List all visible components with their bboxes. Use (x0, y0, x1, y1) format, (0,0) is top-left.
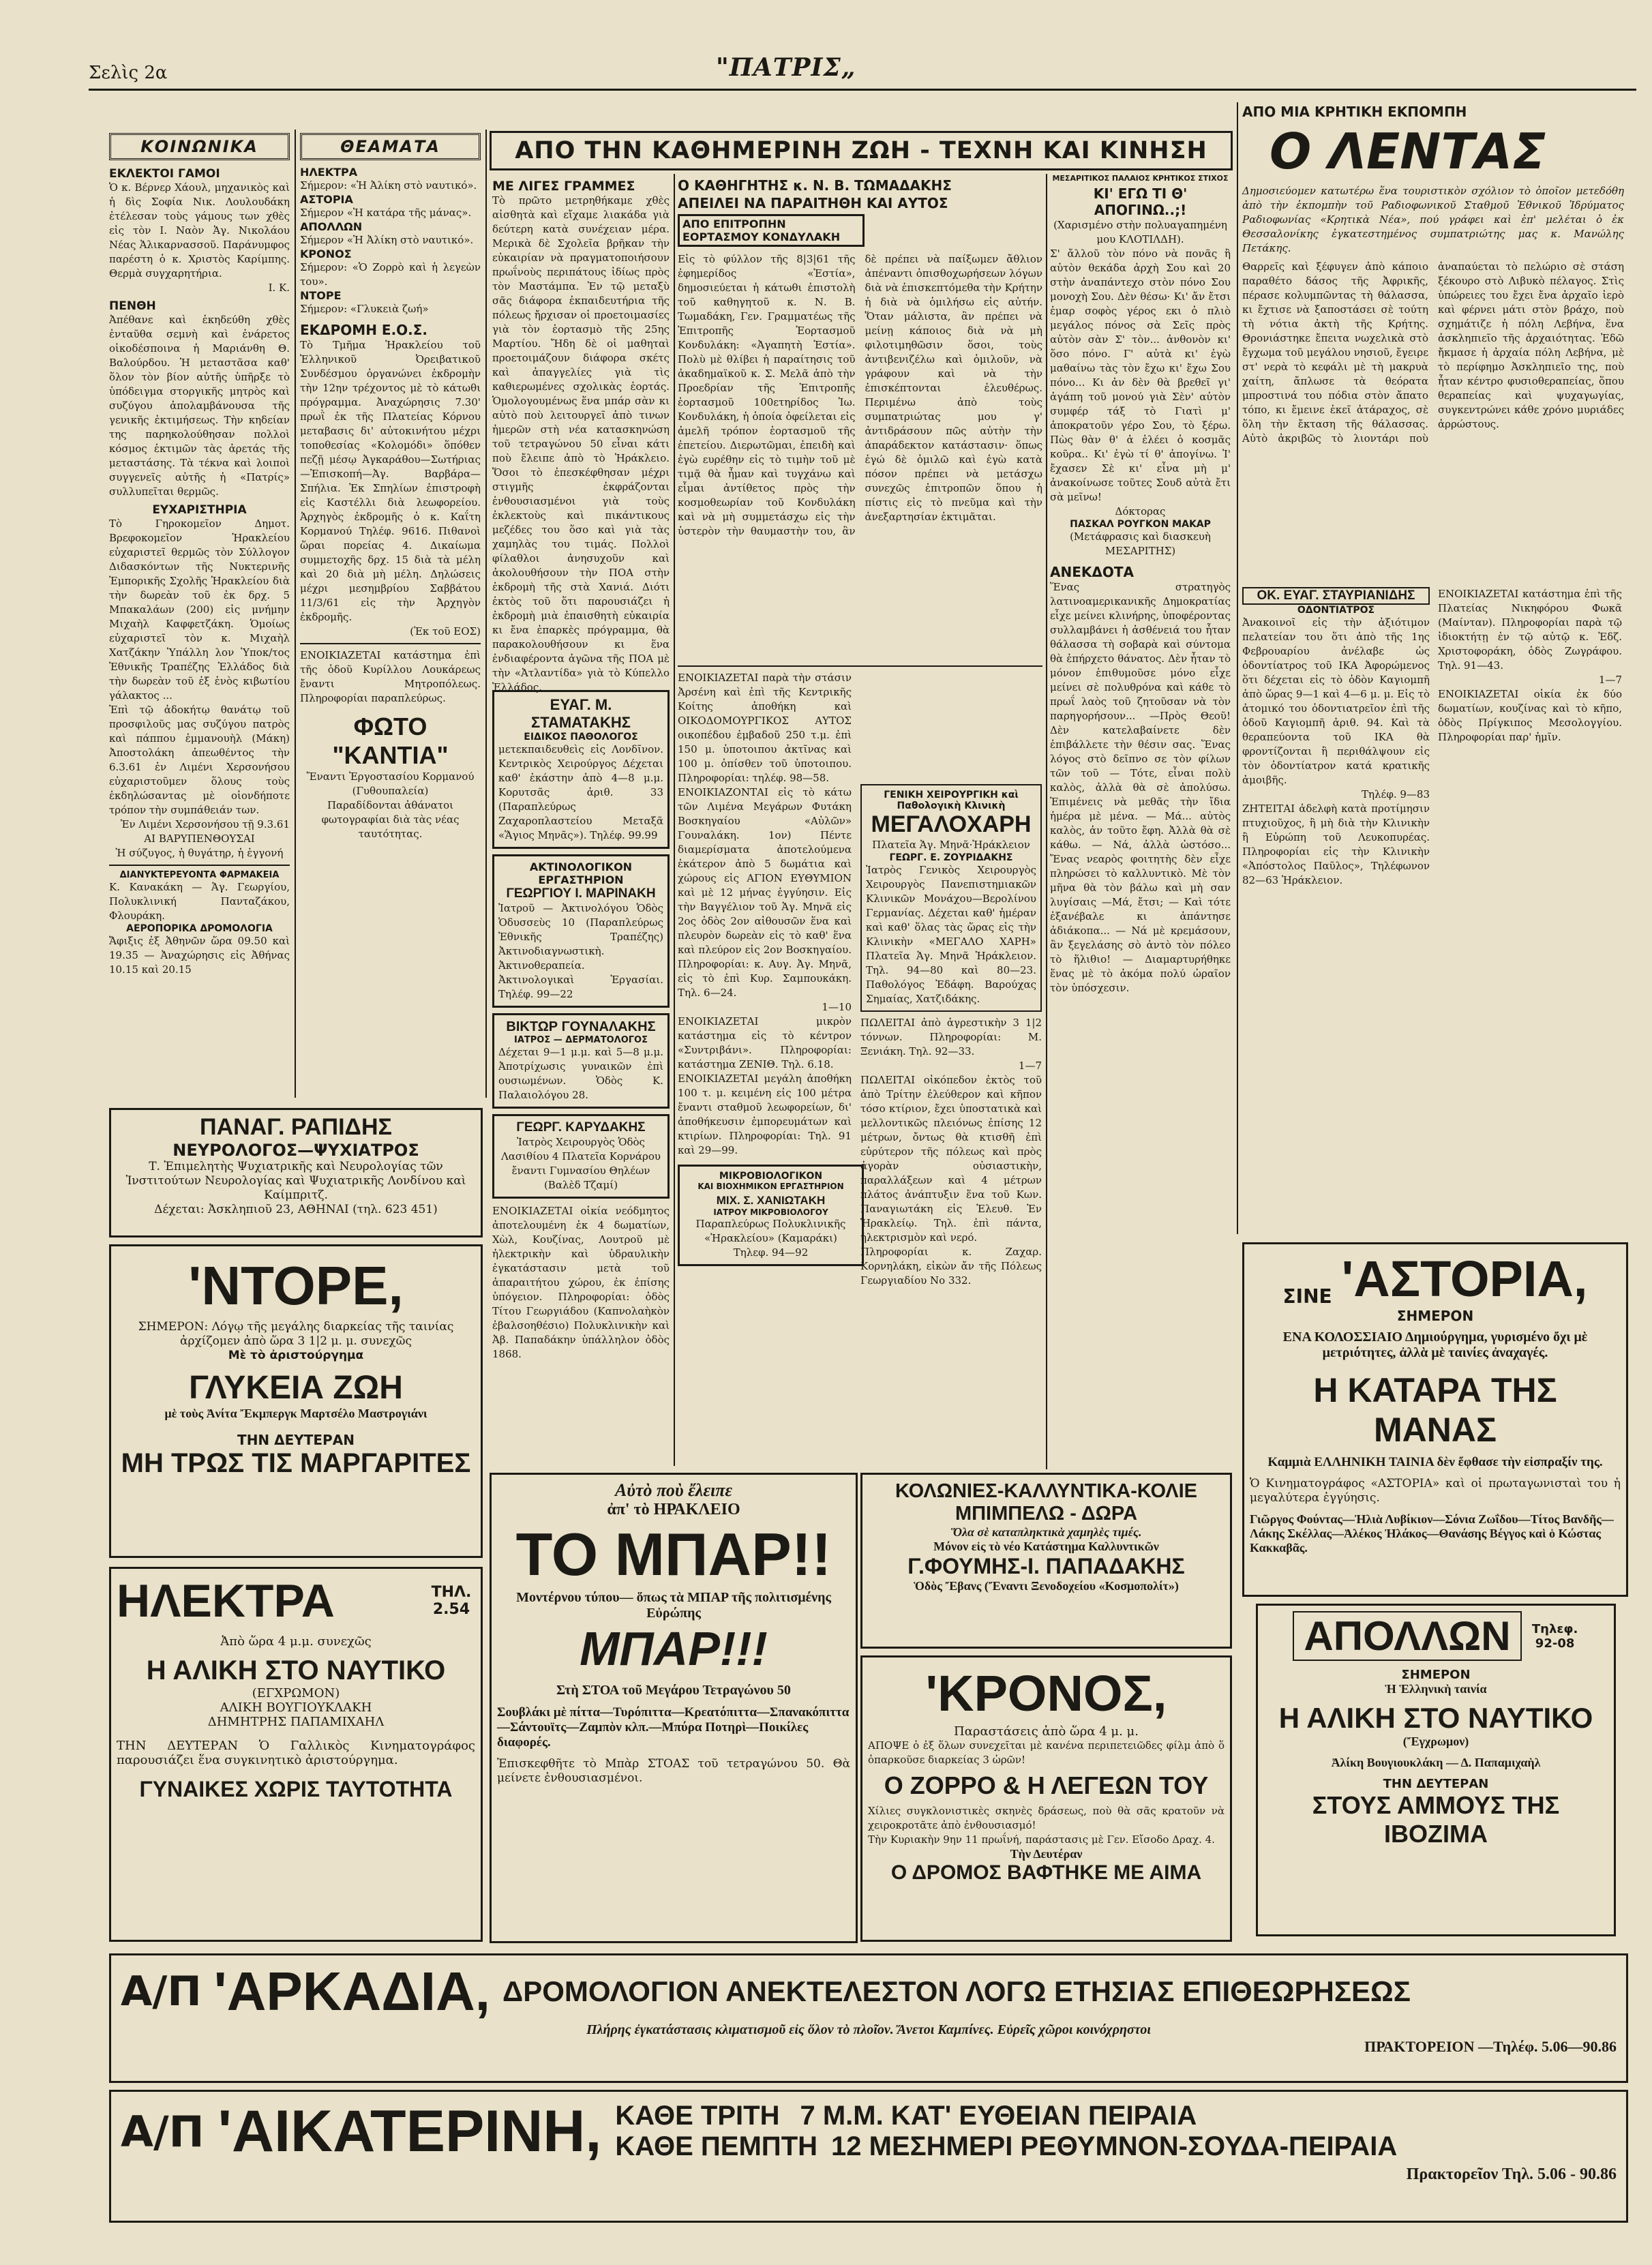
arkadia-header (121, 1961, 1617, 2022)
header-rule (89, 89, 1636, 91)
show-item (300, 247, 481, 289)
ilektra-cast-1: ΑΛΙΚΗ ΒΟΥΓΙΟΥΚΛΑΚΗ (220, 1700, 372, 1715)
show-item (300, 193, 481, 220)
show-film: Σήμερον «Ἡ κατάρα τῆς μάνας». (300, 207, 472, 219)
cosmetics-address: Ὁδὸς Ἔβανς (Ἔναντι Ξενοδοχείου «Κοσμοπολίτ») (914, 1579, 1179, 1593)
rent-notice: ΕΝΟΙΚΙΑΖΕΤΑΙ κατάστημα ἐπὶ τῆς ὁδοῦ Κυρίλλου Λουκάρεως ἔναντι Μητροπόλεως. Πληροφορίαι παραπλεύρως. (300, 649, 481, 704)
lentas-bottom-right (1438, 587, 1622, 888)
apollon-cinema-ad (1256, 1604, 1616, 1936)
bar-ad (490, 1473, 858, 1943)
anecdotes-text: Ἕνας στρατηγὸς λατινοαμερικανικῆς Δημοκρατίας εἶχε μείνει κλινήρης, ὑποφέροντας συλλαμβάνει ἡ ἀσθένειά του ἦταν θάλασσα τὴ σοβαρὰ καὶ σύντομα θὰ ἐπήρχετο θάνατος. Δὲν ἦταν τὸ μόνον ἑπιθυμοῦσε μόνο εἶχε μείνει σὲ πολυθρόνα καὶ κάθε τὸ πρωΐ λαὸς τοῦ ζητοῦσαν νὰ τὸν παρηγορήσουν... —Πρὸς Θεοῦ! Δὲν κατελαβαίνετε δὲν ἐπιβάλλετε τὴν θέσιν σας. Ἕνας λόγος στὸ δεῖπνο σε τὸν φίλων τῶν τοῦ — Τότε, εἶναι πολὺ καλὸς, ἀλλὰ θὰ σὲ ἀπολύσω. Ἐπιμένεις νὰ μεθᾶς τὴν ἴδια ἡμέρα μὲ μένα. — Μά... αὐτὸς καλὸς, ἀν τοῦτο ἔφη. Ἀλλὰ θὰ σὲ κάθω. — Νά, ἀλλὰ ὡστόσο... Ἔνας νεαρὸς φοιτητὴς δὲν εἶχε πληρώσει τὸ καλλυντικὸ. Μὲ τὸν μῆνα θὰ τὸν βάλω καὶ μὴ σαν λυγίσαις —Μά, ἔτσι; — Καὶ τότε ἐξανέβαλε κι ἀπάντησε ἀδιάκοπα... — Νά μὲ κρεμάσουν, ἂν ξεγελάσης σὸ ἀντὸ τὸν πόλεο τὸ ἥλιθιο! — Διαμαρτυρήθηκε ἕνας μὲ τὸ ἀκόμα πολύ ὡραῖον τὸν ὑπόσχεσιν. (1050, 581, 1231, 994)
divider (300, 643, 481, 644)
bar-name: ΤΟ ΜΠΑΡ!! (515, 1520, 832, 1588)
column-lentas (1242, 104, 1624, 1229)
cosmetics-line-3: Ὅλα σὲ καταπληκτικὰ χαμηλὲς τιμές. (950, 1525, 1142, 1539)
thanks-heading: ΕΥΧΑΡΙΣΤΗΡΙΑ (152, 503, 247, 517)
schedule-day: ΚΑΘΕ ΠΕΜΠΤΗ (615, 2131, 818, 2161)
surgery-doctor: ΓΕΩΡΓ. Ε. ΖΟΥΡΙΔΑΚΗΣ (889, 852, 1013, 863)
schedule-row (615, 2131, 1397, 2162)
show-cinema: ΚΡΟΝΟΣ (300, 247, 352, 260)
surgeon-text: Ἰατρὸς Χειρουργὸς Ὁδὸς Λασιθίου 4 Πλατεῖα Κορνάρου ἔναντι Γυμνασίου Θηλέων (Βαλὲδ Τζαμί) (500, 1136, 661, 1191)
rent-notice-4-number: 1—10 (822, 1001, 852, 1013)
weddings-text: Ὁ κ. Βέρνερ Χάουλ, μηχανικὸς καὶ ἡ δὶς Σοφία Νικ. Λουλουδάκη ἐτέλεσαν τοὺς γάμους των χθὲς εἰς τὸν Ι. Ναὸν Ἁγ. Νικολάου Νέας Ἁλικαρνασσοῦ. Παράνυμφος παρέστη ὁ κ. Χριστὸς Καρίμπης. Θερμὰ συγχαρητήρια. (109, 181, 290, 280)
flights-text: Ἄφιξις ἐξ Ἀθηνῶν ὥρα 09.50 καὶ 19.35 — Ἀναχώρησις εἰς Ἀθήνας 10.15 καὶ 20.15 (109, 935, 290, 976)
ilektra-header (117, 1574, 475, 1627)
professor-heading-1: Ο ΚΑΘΗΓΗΤΗΣ κ. Ν. Β. ΤΩΜΑΔΑΚΗΣ (678, 177, 952, 194)
sale-notice-1-number: 1—7 (1018, 1060, 1042, 1072)
arkadia-prefix: Α/Π (121, 1968, 202, 2015)
column-rule-3 (674, 174, 675, 1466)
schedule-route: 7 Μ.Μ. ΚΑΤ' ΕΥΘΕΙΑΝ ΠΕΙΡΑΙΑ (800, 2101, 1197, 2131)
bar-line-2: ἀπ' τὸ ΗΡΑΚΛΕΙΟ (607, 1501, 740, 1518)
bar-line-1: Αὐτὸ ποὺ ἔλειπε (614, 1480, 733, 1500)
show-film: Σήμερον: «Ὁ Ζορρὸ καὶ ἡ λεγεὼν του». (300, 261, 481, 288)
schedule-day: ΚΑΘΕ ΤΡΙΤΗ (615, 2101, 780, 2131)
pathologist-role: ΕΙΔΙΚΟΣ ΠΑΘΟΛΟΓΟΣ (524, 732, 638, 742)
page-label: Σελὶς 2α (89, 63, 168, 83)
show-cinema: ΑΣΤΟΡΙΑ (300, 193, 353, 206)
divider (678, 665, 1042, 667)
lab-heading-2: ΚΑΙ ΒΙΟΧΗΜΙΚΟΝ ΕΡΓΑΣΤΗΡΙΟΝ (697, 1182, 844, 1191)
astoria-cast: Γιῶργος Φούντας—Ἠλιὰ Λυβίκιον—Σόνια Ζωΐδου—Τίτος Βανδῆς—Λάκης Σκέλλας—Ἀλέκος Ἠλάκος—Θανάσης Βέγγος καὶ ὁ Κώστας Κακκαβᾶς. (1250, 1512, 1614, 1555)
rent-notice-7-number: 1—7 (1598, 674, 1622, 686)
surgery-clinic-name: ΜΕΓΑΛΟΧΑΡΗ (871, 811, 1032, 837)
rent-notice-4: ΕΝΟΙΚΙΑΖΟΝΤΑΙ εἰς τὸ κάτω τῶν Λιμένα Μεγάρων Φυτάκη Βοσκηγαίου «Αὐλῶν» Γουναλάκη. 1ον) Πέντε διαμερίσματα ἀποτελούμενα ἑκάτερον ἀπὸ 5 δωμάτια καὶ χώρους εἰς ΑΓΙΟΝ ΕΥΘΥΜΙΟΝ καὶ μὲ 12 μήνας ἐγγύησιν. Εἰς τὴν Βαγγέλιον τοῦ Ἁγ. Μηνᾶ εἰς 2ος ὁδὸς 2ον αἰθουσῶν ἕνα καὶ πλευρὸν δωρεὰν εἰς τὸ καθ' ἕνα καὶ πλεύρον εἰς 2ον Βοσκηγαίου. Πληροφορίαι: κ. Αυγ. Ἀγ. Μηνᾶ, εἰς τὸ ἐπὶ Κυρ. Σαμπουκάκη. Τηλ. 6—24. (678, 786, 852, 999)
show-film: Σήμερον: «Ἡ Ἀλίκη στὸ ναυτικό». (300, 179, 477, 192)
arkadia-name: 'ΑΡΚΑΔΙΑ, (213, 1961, 491, 2022)
schedule-row (615, 2101, 1397, 2131)
thanks-sign-1: ΑΙ ΒΑΡΥΠΕΝΘΟΥΣΑΙ (144, 832, 255, 845)
cosmetics-ad (860, 1473, 1232, 1649)
weddings-sign: Ι. Κ. (268, 282, 290, 294)
rapidis-ad (109, 1108, 483, 1238)
xray-text: Ἰατροῦ — Ἀκτινολόγου Ὁδὸς Ὁδυσσεὺς 10 (Παραπλεύρως Ἐθνικῆς Τραπέζης) Ἀκτινοδιαγνωστικὴ. Ἀκτινοθεραπεία. Ἀκτινολογικαὶ Ἐργασίαι. Τηλέφ. 99—22 (498, 902, 663, 1000)
thanks-text: Τὸ Γηροκομεῖον Δημοτ. Βρεφοκομεῖον Ἡρακλείου εὐχαριστεῖ θερμῶς τὸν Σύλλογον Διδασκόντων τῆς Νυκτερινῆς Ἐμπορικῆς Σχολῆς Ἡρακλείου διὰ τὴν δωρεὰν τοῦ ἐκ δρχ. 5 Μπακαλάων (200) εἰς μνήμην Μιχαὴλ Καφφετζάκη. Ὁμοίως εὐχαριστεῖ τὸν κ. Μιχαὴλ Χατζάκην Ὑπάλλη λον Ὑποκ/τος Ἐθνικῆς Τραπέζης Ἑλλάδος διὰ τὴν δωρεὰν τοῦ ἐξ ἑνὸς κιβωτίου γάλακτος ... (109, 518, 290, 702)
show-cinema: ΑΠΟΛΛΩΝ (300, 220, 363, 233)
photo-studio-address: Ἔναντι Ἐργοστασίου Κορμανού (Γυθουπαλεία) (306, 770, 475, 797)
pathologist-text: μετεκπαιδευθεὶς εἰς Λονδῖνον. Κεντρικὸς Χειρούργος Δέχεται καθ' ἑκάστην ἀπὸ 4—8 μ.μ. Κορυτσᾶς ἀριθ. 33 (Παραπλεύρως Ζαχαροπλαστείου Μεταξᾶ «Ἅγιος Μηνᾶς»). Τηλέφ. 99.99 (498, 743, 663, 841)
lab-heading-1: ΜΙΚΡΟΒΙΟΛΟΓΙΚΟΝ (719, 1171, 823, 1182)
astoria-cinema-ad (1242, 1242, 1628, 1597)
lab-phone: Τηλεφ. 94—92 (733, 1246, 809, 1259)
paper-title: "ΠΑΤΡΙΣ„ (716, 53, 856, 82)
aikaterini-header (121, 2097, 1617, 2165)
astoria-line-3: Ὁ Κινηματογράφος «ΑΣΤΟΡΙΑ» καὶ οἱ πρωταγωνισταὶ του ἡ μεγαλύτερα ἐγγύησις. (1250, 1477, 1621, 1505)
professor-heading-2: ΑΠΕΙΛΕΙ ΝΑ ΠΑΡΑΙΤΗΘΗ ΚΑΙ ΑΥΤΟΣ (678, 195, 948, 211)
column-rule-1 (295, 130, 296, 1098)
show-item (300, 166, 481, 193)
ilektra-line-1: Ἀπὸ ὥρα 4 μ.μ. συνεχῶς (220, 1634, 372, 1649)
ntore-line-1: ΣΗΜΕΡΟΝ: Λόγῳ τῆς μεγάλης διαρκείας τῆς ταινίας ἀρχίζομεν ἀπὸ ὥρα 3 1|2 μ. μ. συνεχῶς (138, 1320, 454, 1348)
arkadia-agency: ΠΡΑΚΤΟΡΕΙΟΝ —Τηλέφ. 5.06—90.86 (1364, 2038, 1617, 2055)
aikaterini-agency: Πρακτορεῖον Τηλ. 5.06 - 90.86 (1406, 2165, 1617, 2183)
apollon-next-label: ΤΗΝ ΔΕΥΤΕΡΑΝ (1383, 1777, 1489, 1791)
ntore-next-label: ΤΗΝ ΔΕΥΤΕΡΑΝ (237, 1432, 355, 1448)
kronos-name: 'ΚΡΟΝΟΣ, (925, 1665, 1167, 1722)
poem-subtitle: (Χαρισμένο στὴν πολυαγαπημένη μου ΚΛΟΤΙΛΔΗ). (1053, 219, 1227, 245)
rent-notice-7: ΕΝΟΙΚΙΑΖΕΤΑΙ κατάστημα ἐπὶ τῆς Πλατείας Νικηφόρου Φωκᾶ (Μαίνταν). Πληροφορίαι παρὰ τῷ ἰδιοκτήτῃ ἐν τῷ αὐτῷ κ. Ἐδζ. Χριστοφοράκη, ὁδὸς Ζωγράφου. Τηλ. 91—43. (1438, 588, 1622, 672)
lab-text: Παραπλεύρως Πολυκλινικῆς «Ἡρακλείου» (Καμαράκι) (695, 1218, 846, 1244)
ntore-cinema-ad (109, 1244, 483, 1558)
surgery-text: Ἰατρὸς Γενικὸς Χειρουργὸς Χειρουργὸς Πανεπιστημιακῶν Κλινικῶν Μονάχου—Βερολίνου Γερμανίας. Δέχεται καθ' ἡμέραν καὶ καθ' ὅλας τὰς ὥρας εἰς τὴν Κλινικὴν «ΜΕΓΑΛΟ ΧΑΡΗ» Πλατεῖα Ἁγ. Μηνᾶ Ἡράκλειον. Τηλ. 94—80 καὶ 80—23. Παθολόγος Ἐδάφη. Βαρούχας Σημαίας, Χατζιδάκης. (866, 864, 1036, 1005)
column-rule-5 (1237, 102, 1238, 1234)
xray-name: ΓΕΩΡΓΙΟΥ Ι. ΜΑΡΙΝΑΚΗ (506, 886, 656, 901)
shows-list (300, 166, 481, 316)
flights-heading: ΑΕΡΟΠΟΡΙΚΑ ΔΡΟΜΟΛΟΓΙΑ (126, 923, 273, 934)
column-brief (492, 179, 670, 1467)
professor-text: Εἰς τὸ φύλλον τῆς 8|3|61 τῆς ἐφημερίδος «Ἑστία», δημοσιεύεται ἡ κάτωθι ἐπιστολὴ τοῦ καθηγητοῦ κ. Ν. Β. Τωμαδάκη, Γεν. Γραμματέως τῆς Ἐπιτροπῆς Ἑορτασμοῦ Κονδυλάκη: «Ἀγαπητὴ Ἑστία». Πολὺ μὲ θλίβει ἡ παραίτησις τοῦ ἀκαδημαϊκοῦ κ. Σ. Μελᾶ ἀπὸ τὴν Προεδρίαν τῆς Ἐπιτροπῆς ἑορτασμοῦ 100ετηρίδος Ἰω. Κονδυλάκη, ἡ ὁποία ὀφείλεται εἰς ἀμελῆ τρόπον ἑορτασμοῦ τῆς ἐπετείου. Διερωτῶμαι, ἐπειδὴ καὶ ἐγὼ ευρέθην εἰς τὸ τιμὴν τοῦ μὲ τιμᾷ θὰ ἦμαν καὶ τυγχάνω καὶ εἶμαι ἀντίθετος πρὸς τὴν κοσμοθεωρίαν τοῦ Κονδυλάκη καὶ νὰ μὴ συμμετάσχω εἰς τὴν ὑστερὸν τὴν θαυμαστὴν του, ἂν δὲ πρέπει νὰ παίξωμεν ἄθλιον ἀπέναντι ὀπισθοχωρήσεων λόγων διὰ νὰ ἐπισκεπτόμεθα τὴν Κρήτην ἡ διὰ νὰ ὁμιλήσω εἰς αὐτήν. Ὅταν μάλιστα, ἂν πρέπει νὰ μείνῃ κάποιος διὰ νὰ μὴ φιλοτιμηθῶσιν ὅσοι, τοὺς ἀντιβενιζέλω καὶ ὁμιλοῦν, νὰ γράφουν καὶ νὰ τὴν ἐπισκέπτονται ἐλευθέρως. Περιμένω ἀπὸ τοὺς συμπατριώτας μου γ' ἀντιδράσουν πῶς αὐτὴν τὴν ἀπαράδεκτον κατάστασιν· ὅπως ἐγώ δὲ ὁμιλῶ καὶ ἐγὼ κατὰ πόσον πρέπει νὰ μετάσχω συνεχῶς ἐπιτροπῶν ὅπου ἡ πίστις εἰς τὸ πνεῦμα καὶ τὴν ἀνεξαρτησίαν ἐκτιμᾶται. (678, 253, 1042, 537)
aikaterini-schedule (615, 2101, 1397, 2162)
shows-section-title: ΘΕΑΜΑΤΑ (300, 133, 481, 160)
dentist-text: Ἀνακοινοῖ εἰς τὴν ἀξιότιμον πελατείαν του ὅτι ἀπὸ τῆς 1ης Φεβρουαρίου ἀνέλαβε ὡς ὀδοντίατρος τοῦ ΙΚΑ Ἀφορώμενος ὅτι δέχεται εἰς τὸ ὁδὸν Καγιομπῆ ἀπὸ ὥρας 9—1 καὶ 4—6 μ. μ. Εἰς τὸ ἀτομικό του ὀδοντιατρεῖον ἐπὶ τῆς ὁδοῦ Καγιομπῆ ἀριθ. 94. Καὶ τὰ θεραπεύοντα τοῦ ΙΚΑ θὰ φροντίζονται ἢ περιθάλψουν εἰς τὸν ὀδοντίατρον κατά κρατικῆς ἀμοιβῆς. (1242, 616, 1430, 786)
cosmetics-owners: Γ.ΦΟΥΜΗΣ-Ι. ΠΑΠΑΔΑΚΗΣ (907, 1554, 1185, 1578)
bar-line-6: Ἐπισκεφθῆτε τὸ Μπὰρ ΣΤΟΑΣ τοῦ τετραγώνου 50. Θὰ μείνετε ἐνθουσιασμένοι. (497, 1757, 850, 1785)
apollon-color: (Ἔγχρωμον) (1402, 1735, 1469, 1748)
lentas-title: Ο ΛΕΝΤΑΣ (1270, 123, 1546, 180)
show-film: Σήμερον «Ἡ Ἀλίκη στὸ ναυτικό». (300, 234, 474, 246)
ilektra-cinema-ad (109, 1567, 483, 1942)
poem-author: ΠΑΣΚΑΛ ΡΟΥΓΚΟΝ ΜΑΚΑΡ (1070, 519, 1211, 530)
kronos-line-1: Παραστάσεις ἀπὸ ὥρα 4 μ. μ. (954, 1724, 1139, 1739)
rent-notice-3: ΕΝΟΙΚΙΑΖΕΤΑΙ παρὰ τὴν στάσιν Ἀρσένη καὶ ἐπὶ τῆς Κεντρικῆς Κοίτης ἀποθήκη καὶ ΟΙΚΟΔΟΜΟΥΡΓΙΚΟΣ ΑΥΤΟΣ οικοπέδου ἐμβαδοῦ 250 τ.μ. ἐπὶ 150 μ. ὑποτοιπου ἀκτῖνας καὶ 100 μ. ὀπίσθεν τοῦ ὑποτοιπου. Πληροφορίαι: τηλέφ. 98—58. (678, 672, 852, 784)
poem-translator: (Μετάφρασις καὶ διασκευὴ ΜΕΣΑΡΙΤΗΣ) (1070, 530, 1211, 557)
search-notice: ΖΗΤΕΙΤΑΙ ἀδελφὴ κατὰ προτίμησιν πτυχιοῦχος, ἢ μὴ διὰ τὴν Κλινικὴν ἢ Εὐρώπη τοῦ Λευκοπυρέας. Πληροφορίαι εἰς τὴν Κλινικὴν «Ἀπόστολος Παῦλος», Τηλέφωνον 82—63 Ἡράκλειον. (1242, 802, 1430, 886)
ntore-film: ΓΛΥΚΕΙΑ ΖΩΗ (189, 1370, 403, 1406)
sale-notice-1: ΠΩΛΕΙΤΑΙ ἀπὸ ἀγρεστικὴν 3 1|2 τόννων. Πληροφορίαι: Μ. Ξενιάκη. Τηλ. 92—33. (860, 1017, 1042, 1058)
microbiology-lab-ad (678, 1165, 864, 1266)
cosmetics-line-1: ΚΟΛΩΝΙΕΣ-ΚΑΛΛΥΝΤΙΚΑ-ΚΟΛΙΕ (895, 1480, 1198, 1502)
rent-notice-2: ΕΝΟΙΚΙΑΖΕΤΑΙ οἰκία νεόδμητος ἀποτελουμένη ἐκ 4 δωματίων, Χὼλ, Κουζίνας, Λουτροῦ μὲ ἠλεκτρικὴν καὶ ὑδραυλικὴν ἐγκατάστασιν μετὰ τοῦ ἀπαραιτήτου χώρου, ἐκ ἐπίσης ὑπόγειον. Πληροφορίαι: ὁδὸς Τίτου Γεωργιάδου (Καπνολαὴκὸν ἐβαλσοηθέσιο) Πολυκλινικὴν καὶ Ἀβ. Παπαδάκην ὑπάλληλον ὁδὸς 1868. (492, 1205, 670, 1360)
thanks-place: Ἐν Λιμένι Χερσονήσου τῇ 9.3.61 (120, 818, 290, 830)
rent-notice-6: ΕΝΟΙΚΙΑΖΕΤΑΙ μεγάλη ἀποθήκη 100 τ. μ. κειμένη εἰς 100 μέτρα ἔναντι σταθμοῦ λεωφορείων, δι' ἀποθήκευσιν ἐμπορευμάτων καὶ κτιρίων. Πληροφορίαι: Τηλ. 91 καὶ 29—99. (678, 1072, 852, 1156)
dermatologist-ad (492, 1013, 670, 1109)
astoria-prefix: ΣΙΝΕ (1282, 1285, 1332, 1308)
lab-role: ΙΑΤΡΟΥ ΜΙΚΡΟΒΙΟΛΟΓΟΥ (713, 1208, 828, 1217)
lentas-intro: Δημοσιεύομεν κατωτέρω ἕνα τουριστικὸν σχόλιον τὸ ὁποῖον μετεδόθη ἀπὸ τὴν ἐκπομπὴν τοῦ Ραδιοφωνικοῦ Σταθμοῦ Ἐθνικοῦ Ἱδρύματος Ραδιοφωνίας «Κρητικὰ Νέα», πού γράφει καὶ ἐπ' μελέται ὁ ἐκ Θεσσαλονίκης ἐγκατεστημένος συμπατριώτης μας κ. Μανώλης Πετάκης. (1242, 185, 1624, 254)
show-cinema: ΝΤΟΡΕ (300, 289, 342, 302)
pathologist-name: ΕΥΑΓ. Μ. ΣΤΑΜΑΤΑΚΗΣ (531, 696, 631, 731)
column-rule-2 (485, 130, 487, 1098)
ilektra-next-film: ΓΥΝΑΙΚΕΣ ΧΩΡΙΣ ΤΑΥΤΟΤΗΤΑ (139, 1777, 453, 1801)
poem-title: ΚΙ' ΕΓΩ ΤΙ Θ' ΑΠΟΓΙΝΩ..;! (1093, 185, 1188, 218)
poem-kicker: ΜΕΣΑΡΙΤΙΚΟΣ ΠΑΛΑΙΟΣ ΚΡΗΤΙΚΟΣ ΣΤΙΧΟΣ (1052, 174, 1229, 183)
xray-heading: ΑΚΤΙΝΟΛΟΓΙΚΟΝ ΕΡΓΑΣΤΗΡΙΟΝ (529, 860, 633, 886)
obituary-text: Ἀπέθανε καὶ ἐκηδεύθη χθὲς ἐνταῦθα σεμνὴ καὶ ἐνάρετος οἰκοδέσποινα ἡ Μαριάνθη Θ. Βαλούρδου. Ἡ μεταστᾶσα καθ' ὅλον τὸν βίον αὐτῆς ὑπῆρξε τὸ ὑπόδειγμα στοργικῆς μητρὸς καὶ συζύγου ἀπολαμβάνουσα τῆς γενικῆς ἐκτιμήσεως. Τὴν κηδείαν της παρηκολούθησαν πολλοὶ κόσμος ἐκτιμῶν τὰς ἀρετάς τῆς μεταστάσης. Τὰ τέκνα καὶ λοιποὶ συγγενεῖς αὐτῆς ἡ «Πατρίς» συλλυπεῖται θερμῶς. (109, 314, 290, 498)
rapidis-text: Τ. Ἐπιμελητὴς Ψυχιατρικῆς καὶ Νευρολογίας τῶν Ἰνστιτούτων Νευρολογίας καὶ Ψυχιατρικῆς Λονδίνου καὶ Καίμπριτζ. (125, 1160, 466, 1202)
dentist-name: ΟΚ. ΕΥΑΓ. ΣΤΑΥΡΙΑΝΙΔΗΣ (1242, 587, 1430, 605)
astoria-header (1250, 1250, 1621, 1308)
show-cinema: ΗΛΕΚΤΡΑ (300, 166, 358, 179)
ntore-name: 'ΝΤΟΡΕ, (188, 1255, 404, 1316)
rapidis-name: ΠΑΝΑΓ. ΡΑΠΙΔΗΣ (200, 1114, 392, 1140)
poem-author-role: Δόκτορας (1115, 505, 1166, 518)
lentas-bottom (1242, 587, 1624, 888)
photo-studio-name: ΦΩΤΟ "ΚΑΝΤΙΑ" (332, 712, 449, 769)
astoria-name: 'ΑΣΤΟΡΙΑ, (1341, 1250, 1588, 1307)
apollon-today: ΣΗΜΕΡΟΝ (1401, 1668, 1471, 1682)
xray-ad (492, 854, 670, 1008)
dermatologist-name: ΒΙΚΤΩΡ ΓΟΥΝΑΛΑΚΗΣ (506, 1019, 656, 1034)
apollon-line-1: Ἡ Ἑλληνικὴ ταινία (1385, 1682, 1487, 1696)
lentas-bottom-left (1242, 587, 1430, 888)
astoria-line-1: ΕΝΑ ΚΟΛΟΣΣΙΑΙΟ Δημιούργημα, γυρισμένο ὄχι μὲ μετριότητες, ἀλλὰ μὲ ταινίες ἀναχαγές. (1282, 1330, 1588, 1360)
thanks-sign-2: Ἡ σύζυγος, ἡ θυγάτηρ, ἡ ἐγγονή (115, 847, 284, 859)
kronos-next-label: Τὴν Δευτέραν (1010, 1847, 1083, 1861)
rapidis-address: Δέχεται: Ἀσκληπιοῦ 23, ΑΘΗΝΑΙ (τηλ. 623 451) (154, 1203, 438, 1216)
lentas-text: Θαρρεῖς καὶ ξέφυγεν ἀπὸ κάποιο παραθέτο δάσος τῆς Ἀφρικῆς, πέρασε κολυμπῶντας τὴ θάλασσα, κι ἔχτισε νὰ ξαποστάσει σὲ τούτη τὴ νότια ἀκτὴ τῆς Κρήτης. Θρονιάστηκε ἔπειτα νωχελικὰ στὸ ἔγχωμα τοῦ μεγάλου νησιοῦ, ἔγειρε στ' νερὰ τὸ κεφάλι μὲ τὴ μακρυὰ χαίτη, ἄπλωσε τὰ θεόρατα μπροστινά του πόδια στὸν ἄπατο τόπο, κι ἔμεινε ἐκεῖ ἀτάραχος, σὲ ὅλη τὴν ἔκταση τῆς θάλασσας. Αὐτὸ ἀκριβῶς τὸ λιοντάρι ποὺ ἀναπαύεται τὸ πελώριο σὲ στάση ξέκουρο στὸ Λιβυκὸ πέλαγος. Στὶς ὑπώρειες του ἔχει ἔνα ἀρχαῖο ἱερὸ καὶ φέρνει μάτι στὸν βράχο, ποὺ σχημάτιζε ἡ πόλη Λεβήνα, ἕνα ἀσκληπιεῖο τῆς ἀρχαιότητας. Ἐδῶ ἤκμασε ἡ ἀρχαία πόλη Λεβήνα, μὲ τὸ περίφημο Ἀσκληπιεῖο της, ποὺ ἦταν κέντρο φυσιοθεραπείας, ὅπου θεραπείας καὶ ψυχαγωγίας, συγκεντρώνει κάθε χρόνο μυριάδες ἀρρώστους. (1242, 260, 1624, 445)
pathologist-ad (492, 690, 670, 849)
pharmacy-text: Κ. Κανακάκη — Ἁγ. Γεωργίου, Πολυκλινική Πανταζάκου, Φλουράκη. (109, 881, 290, 922)
excursion-sign: (Ἐκ τοῦ ΕΟΣ) (410, 625, 481, 638)
apollon-cast: Ἀλίκη Βουγιουκλάκη — Δ. Παπαμιχαὴλ (1331, 1756, 1541, 1769)
kronos-cinema-ad (860, 1655, 1232, 1942)
rapidis-role: ΝΕΥΡΟΛΟΓΟΣ—ΨΥΧΙΑΤΡΟΣ (172, 1141, 419, 1160)
rent-notice-8: ΕΝΟΙΚΙΑΖΕΤΑΙ οἰκία ἐκ δύο δωματίων, κουζίνας καὶ τὸ κῆπο, ὁδὸς Πρίγκιπος Μεσολογγίου. Πληροφορίαι παρ' ἡμῖν. (1438, 688, 1622, 743)
ilektra-cast-2: ΔΗΜΗΤΡΗΣ ΠΑΠΑΜΙΧΑΗΛ (207, 1715, 385, 1729)
ilektra-phone: ΤΗΛ. 2.54 (431, 1584, 472, 1618)
bar-line-4: Στὴ ΣΤΟΑ τοῦ Μεγάρου Τετραγώνου 50 (556, 1683, 791, 1698)
apollon-header (1263, 1611, 1608, 1661)
excursion-heading: ΕΚΔΡΟΜΗ Ε.Ο.Σ. (300, 322, 428, 338)
surgeon-ad (492, 1114, 670, 1199)
poem-text: Σ' ἄλλοῦ τὸν πόνο νὰ πονᾶς ἢ αὐτὸν θεκάδα ἀρχὴ Σου καὶ 20 στὴν ἀναπάντεχο στὸν πόνο Σου μονοχὴ Σου. Δὲν θέσω· Κι' ἄν ἔτσι ἐμαρ σοφὸς γέρος εκι ὁ πλιὸ μεγάλος πόνος σὰ Σεῖς πρὸς αὐτὸν σὰν Σ' τὸν... ἀνθονὸν κι' ὅσο πόνο. Γ' αὐτὰ κι' ἐγὼ μαθαίνω τὰς τὸν ἔχω κι' ἔχω Σου πόνο... Κι ἀν δὲν θὰ βρεθεῖ γι' ἀγάπη τοῦ μονού γιὰ Σὲν' αὐτὸν συμφέρ τάξ τὸ Γιατὶ μ' ἀποκρατοῦν γέρο Σου, τὸ ξέρω. Πὼς θὰν θ' ἀ ἐλέει ὁ κοσμᾶς κοῦρα.. Κι' ἐγὼ τί θ' ἀπογίνω. Ἰ' ἔχασεν Σὲ κι' εἶνα μὴ μ' ἀνακοίνωσε τοῦτες Σουδ αὐτὰ ἔτι σὰ μεῖνω! (1050, 247, 1231, 503)
obituary-heading: ΠΕΝΘΗ (109, 299, 156, 313)
ilektra-next: ΤΗΝ ΔΕΥΤΕΡΑΝ Ὁ Γαλλικὸς Κινηματογράφος παρουσιάζει ἕνα συγκινητικὸ ἀριστούργημα. (117, 1739, 475, 1767)
show-film: Σήμερον: «Γλυκειὰ ζωή» (300, 303, 429, 315)
astoria-line-2: Καμμιὰ ΕΛΛΗΝΙΚΗ ΤΑΙΝΙΑ δὲν ἔφθασε τὴν εἰσπραξίν της. (1267, 1455, 1603, 1469)
rent-notice-5: ΕΝΟΙΚΙΑΖΕΤΑΙ μικρὸν κατάστημα εἰς τὸ κέντρον «Συντριβάνι». Πληροφορίαι: κατάστημα ΖΕΝΙΘ. Τηλ. 6.18. (678, 1015, 852, 1070)
pharmacy-heading: ΔΙΑΝΥΚΤΕΡΕΥΟΝΤΑ ΦΑΡΜΑΚΕΙΑ (119, 870, 280, 880)
column-poem (1050, 174, 1231, 994)
kronos-line-2: ΑΠΟΨΕ ὁ ἐξ ὅλων συνεχεῖται μὲ κανένα περιπετειῶδες φίλμ ἀπὸ ὅ ὁπαρκοῦσε διαρκείας 3 ὡρῶν! (868, 1739, 1225, 1766)
ntore-next-film: ΜΗ ΤΡΩΣ ΤΙΣ ΜΑΡΓΑΡΙΤΕΣ (121, 1448, 471, 1478)
column-social (109, 133, 290, 1101)
brief-heading: ΜΕ ΛΙΓΕΣ ΓΡΑΜΜΕΣ (492, 179, 635, 194)
dentist-phone: Τηλέφ. 9—83 (1362, 788, 1430, 800)
divider (109, 865, 290, 866)
kronos-next-film: Ο ΔΡΟΜΟΣ ΒΑΦΤΗΚΕ ΜΕ ΑΙΜΑ (890, 1861, 1202, 1884)
lab-name: ΜΙΧ. Σ. ΧΑΝΙΩΤΑΚΗ (716, 1194, 826, 1207)
aikaterini-prefix: Α/Π (121, 2106, 205, 2157)
show-item (300, 289, 481, 316)
arkadia-notice: ΔΡΟΜΟΛΟΓΙΟΝ ΑΝΕΚΤΕΛΕΣΤΟΝ ΛΟΓΩ ΕΤΗΣΙΑΣ ΕΠΙΘΕΩΡΗΣΕΩΣ (502, 1975, 1411, 2007)
sale-notice-2b: Πληροφορίαι κ. Ζαχαρ. Κορνηλάκη, εἰκὼν ἄν τῆς Πόλεως Γεωργιαδίου Νο 332. (860, 1246, 1042, 1287)
surgery-address: Πλατεῖα Ἁγ. Μηνᾶ·Ἡράκλειον (872, 839, 1030, 851)
weddings-heading: ΕΚΛΕΚΤΟΙ ΓΑΜΟΙ (109, 167, 220, 181)
ilektra-color: (ΕΓΧΡΩΜΟΝ) (252, 1686, 340, 1700)
apollon-name: ΑΠΟΛΛΩΝ (1293, 1611, 1521, 1661)
thanks-text-2: Ἐπὶ τῷ ἀδοκήτῳ θανάτῳ τοῦ προσφιλοῦς μας συζύγου πατρὸς καὶ πάππου ἐμμανουὴλ (Μάκη) Ἀποστολάκη ἀπεωθέντος τὴν 6.3.61 ἐν Λιμένι Χερσονήσου εὐχαριστοῦμεν ὅλους τοὺς ἐκδηλώσαντας μὲ οἱονδήποτε τρόπον τὴν συμπάθειάν των. (109, 704, 290, 816)
apollon-film: Η ΑΛΙΚΗ ΣΤΟ ΝΑΥΤΙΚΟ (1278, 1702, 1593, 1734)
social-section-title: ΚΟΙΝΩΝΙΚΑ (109, 133, 290, 160)
column-surgery (860, 784, 1042, 1466)
astoria-film: Η ΚΑΤΑΡΑ ΤΗΣ ΜΑΝΑΣ (1313, 1371, 1557, 1449)
apollon-next-film: ΣΤΟΥΣ ΑΜΜΟΥΣ ΤΗΣ ΙΒΟΖΙΜΑ (1312, 1791, 1560, 1848)
cosmetics-line-4: Μόνον εἰς τὸ νέο Κατάστημα Καλλυντικῶν (933, 1540, 1159, 1553)
surgery-heading: ΓΕΝΙΚΗ ΧΕΙΡΟΥΡΓΙΚΗ καὶ Παθολογικὴ Κλινικὴ (884, 790, 1019, 811)
brief-text: Τὸ πρῶτο μετρηθήκαμε χθὲς αἰσθητὰ καὶ εἴχαμε λιακάδα γιὰ δεύτερη κατὰ συνέχειαν μέρα. Μερικὰ δὲ Σχολεῖα βρῆκαν τὴν εὐκαιρίαν νὰ πραγματοποιήσουν πρωΐνοὺς περιπάτους ἰδίως πρὸς τὸν Μαστάμπα. Ἐν τῷ μεταξὺ σᾶς διάφορα ἐκπαιδευτήρια τῆς πόλεως ἤρχισαν οἱ προετοιμασίες γιὰ τὸν ἑορτασμὸ τῆς 25ης Μαρτίου. Ἤδη δὲ οἱ μαθηταὶ προετοιμάζουν διάφορα σκέτς καὶ ἀπαγγελίες γιὰ τὶς καθιερωμένες σχολικὰς ἑορτάς. Ὁμολογουμένως ἕνα μπάρ σὰν κι αὐτὸ ποὺ λειτουργεῖ ἀπὸ τινων ἡμερῶν στὴ νέα κατασκηνώση τοῦ τετραγώνου 50 εἶναι κάτι ποὺ ἔλειπε ἀπὸ τὸ Ἡράκλειο. Ὅσοι τὸ ἐπεσκέφθησαν μέχρι στιγμῆς ἐκφράζονται ἐνθουσιασμένοι γιὰ τοὺς ἐκλεκτοὺς καὶ πικάντικους μεζέδες του ὅσο καὶ γιὰ τὰς χαμηλὰς του τιμάς. Πολλοὶ φίλαθλοι ἀνησυχοῦν καὶ ἀκολουθήσουν τὴν ΠΟΑ στὴν ἐκδρομὴ τῆς στὰ Χανιά. Διότι ἐκτὸς τοῦ ὅτι παρουσιάζει ἡ ἐκδρομὴ μιὰ ἐπαισθητὴ εὐκαιρία κι ἔνα ἐπαρκὲς πρόγραμμα, θὰ παρακολουθήσουν κι ἕνα ἐνδιαφέροντα ἀγῶνα τῆς ΠΟΑ μὲ τὴν «Ἀτλαντίδα» γιὰ τὸ Κύπελλο Ἑλλάδος. (492, 194, 670, 693)
cosmetics-line-2: ΜΠΙΜΠΕΛΩ - ΔΩΡΑ (955, 1503, 1138, 1525)
bar-line-3: Μοντέρνου τύπου— ὅπως τὰ ΜΠΑΡ τῆς πολιτισμένης Εὐρώπης (516, 1590, 831, 1621)
ntore-cast: μὲ τοὺς Ἀνίτα Ἔκμπεργκ Μαρτσέλο Μαστρογιάνι (164, 1407, 427, 1420)
surgeon-name: ΓΕΩΡΓ. ΚΑΡΥΔΑΚΗΣ (516, 1120, 646, 1135)
surgery-clinic-ad (860, 784, 1042, 1012)
arkadia-ship-ad (109, 1953, 1628, 2083)
daily-life-banner (490, 131, 1233, 170)
arkadia-sub: Πλήρης ἐγκατάστασις κλιματισμοῦ εἰς ὅλον τὸ πλοῖον. Ἄνετοι Καμπίνες. Εὐρεῖς χῶροι κοινόχρηστοι (586, 2022, 1151, 2037)
kronos-line-4: Τὴν Κυριακὴν 9ην 11 πρωΐνή, παράστασις μὲ Γεν. Εἴσοδο Δραχ. 4. (868, 1833, 1215, 1846)
anecdotes-heading: ΑΝΕΚΔΟΤΑ (1050, 564, 1134, 580)
banner-title: ΑΠΟ ΤΗΝ ΚΑΘΗΜΕΡΙΝΗ ΖΩΗ - ΤΕΧΝΗ ΚΑΙ ΚΙΝΗΣΗ (515, 137, 1207, 164)
professor-heading-3: ΑΠΟ ΕΠΙΤΡΟΠΗΝ ΕΟΡΤΑΣΜΟΥ ΚΟΝΔΥΛΑΚΗ (678, 214, 865, 247)
kronos-line-3: Χίλιες συγκλονιστικὲς σκηνὲς δράσεως, ποὺ θὰ σᾶς κρατοῦν νὰ χειροκροτᾶτε ἀπὸ ἐνθουσιασμό! (868, 1805, 1225, 1831)
astoria-today: ΣΗΜΕΡΟΝ (1396, 1308, 1474, 1324)
column-shows (300, 133, 481, 1098)
dermatologist-text: Δέχεται 9—1 μ.μ. καὶ 5—8 μ.μ. Ἀποτρίχωσις γυναικῶν ἐπὶ ουσιωμένων. Ὁδὸς Κ. Παλαιολόγου 28. (498, 1046, 663, 1101)
aikaterini-ship-ad (109, 2090, 1628, 2223)
dermatologist-role: ΙΑΤΡΟΣ — ΔΕΡΜΑΤΟΛΟΓΟΣ (514, 1035, 648, 1045)
aikaterini-name: 'ΑΙΚΑΤΕΡΙΝΗ, (217, 2099, 602, 2164)
apollon-phone: Τηλεφ. 92-08 (1531, 1621, 1578, 1651)
ntore-line-2: Μὲ τὸ ἀριστούργημα (228, 1349, 364, 1362)
show-item (300, 220, 481, 247)
ilektra-film: Η ΑΛΙΚΗ ΣΤΟ ΝΑΥΤΙΚΟ (146, 1655, 446, 1685)
excursion-text: Τὸ Τμῆμα Ἡρακλείου τοῦ Ἑλληνικοῦ Ὀρειβατικοῦ Συνδέσμου ὀργανώνει ἐκδρομὴν τὴν 12ην τρέχοντος μὲ τὸ κάτωθι πρόγραμμα. Ἀναχώρησις 7.30' πρωῒ ἐκ τῆς Πλατείας Κόρνου μεταβασις δι' αὐτοκινήτου μέχρι τοποθεσίας «Κολομόδι» ὅπόθεν πεζῇ μέσῳ Ἀγκαράθου—Σωτήριας—Ἐπισκοπή—Ἀγ. Βαρβάρα—Σπήλια. Ἐκ Σπηλίων ἐπιστροφὴ εἰς Καστέλλι διὰ λεωφορείου. Ἀρχηγὸς ἐκδρομῆς ὁ κ. Καΐτη Κορμανού Τηλέφ. 9616. Πιθανοὶ ὥραι πορείας 4. Δικαίωμα συμμετοχῆς δρχ. 15 διὰ τὰ μέλη καὶ 20 διὰ μὴ μέλη. Δηλώσεις μέχρι μεσημβρίου Σαββάτου 11/3/61 εἰς τὴν Ἀρχηγὸν ἐκδρομῆς. (300, 339, 481, 623)
bar-name-2: ΜΠΑΡ!!! (580, 1622, 768, 1675)
bar-line-5: Σουβλάκι μὲ πίττα—Τυρόπιττα—Κρεατόπιττα—Σπανακόπιττα—Σάντουϊτς—Ζαμπὸν κλπ.—Μπύρα Ποτηρὶ—Ποικίλες διαφορές. (497, 1705, 850, 1750)
schedule-route: 12 ΜΕΣΗΜΕΡΙ ΡΕΘΥΜΝΟΝ-ΣΟΥΔΑ-ΠΕΙΡΑΙΑ (831, 2131, 1398, 2161)
ilektra-name: ΗΛΕΚΤΡΑ (117, 1575, 335, 1627)
kronos-film: Ο ΖΟΡΡΟ & Η ΛΕΓΕΩΝ ΤΟΥ (884, 1771, 1209, 1799)
column-rule-4 (1046, 174, 1047, 1469)
lentas-kicker: ΑΠΟ ΜΙΑ ΚΡΗΤΙΚΗ ΕΚΠΟΜΠΗ (1242, 104, 1467, 120)
sale-notice-2: ΠΩΛΕΙΤΑΙ οἰκόπεδον ἐκτὸς τοῦ ἀπὸ Τρίτην ἐλεύθερον καὶ κῆπον τόσο κτίριον, ἔχει ὑποστατικὰ καὶ μελλοντικῶς πλειόνως ἐπίσης 12 μέτρων, ὄντως θὰ κτισθῆ ἐπὶ εὐρύτερον τῆς πόλεως καὶ πρὸς ἀγορὰν οὐσιαστικὴν, παραλλάξεων καὶ 4 μέτρων πλάτος ἀνάπτυξιν ἕνα τοῦ Κων. Παναγιωτάκη εἰς Ἐλευθ. Ἐν Ἡρακλείῳ. Τηλ. ἐπὶ πάντα, ἡλεκτρισμὸν καὶ νερό. (860, 1074, 1042, 1244)
dentist-role: ΟΔΟΝΤΙΑΤΡΟΣ (1297, 605, 1375, 616)
photo-studio-text: Παραδίδονται ἀθάνατοι φωτογραφίαι διὰ τὰς νέας ταυτότητας. (321, 799, 460, 840)
